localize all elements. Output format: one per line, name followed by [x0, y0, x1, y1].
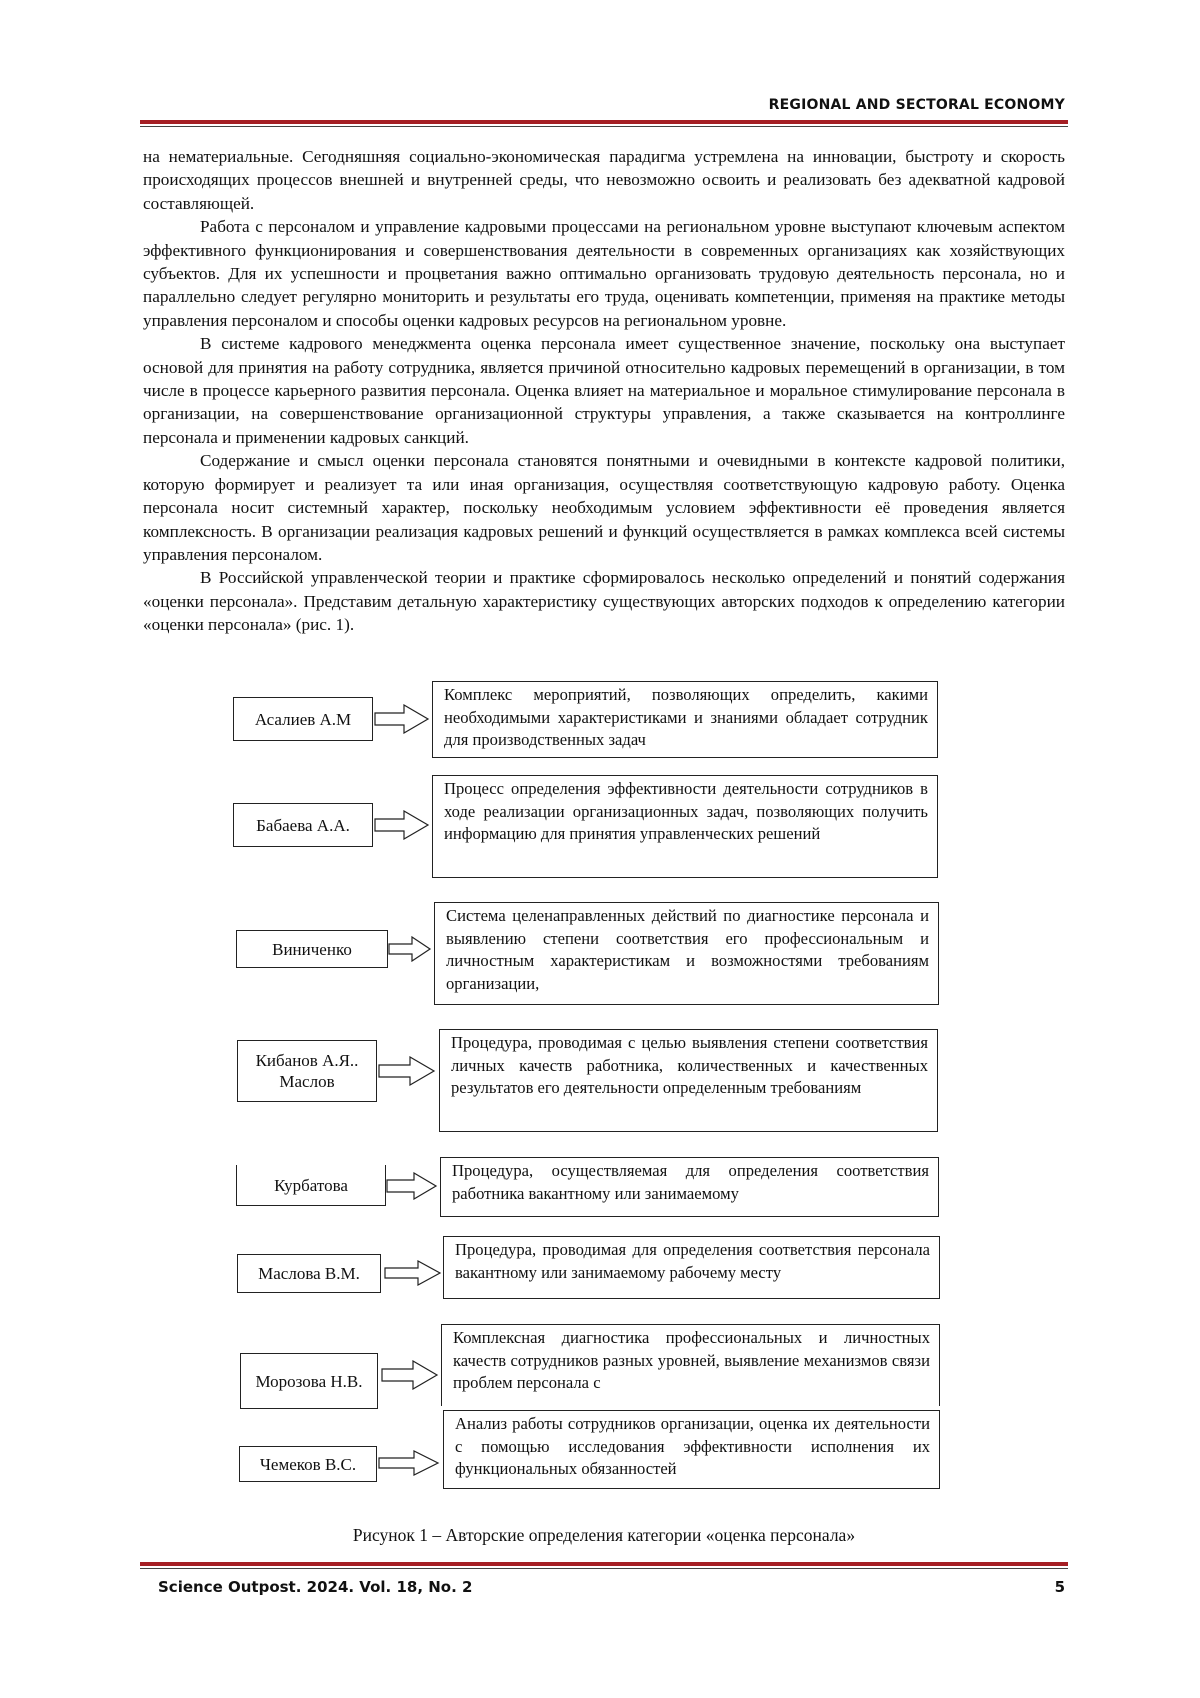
footer-journal: Science Outpost. 2024. Vol. 18, No. 2	[158, 1578, 473, 1596]
definition-box: Анализ работы сотрудников организации, оценка их деятельности с помощью исследования эффективности исполнения их функциональных обязанностей	[443, 1410, 940, 1489]
author-box: Морозова Н.В.	[240, 1353, 378, 1409]
paragraph: Содержание и смысл оценки персонала становятся понятными и очевидными в контексте кадровой политики, которую формирует и реализует та или иная организация, осуществляя соответствующую кадровую работу. Оценка персонала носит системный характер, поскольку необходимым условием эффективности её проведения является комплексность. В организации реализация кадровых решений и функций осуществляется в рамках комплекса всей системы управления персоналом.	[143, 451, 1065, 564]
page-number: 5	[1054, 1578, 1065, 1596]
arrow-right-icon	[374, 704, 430, 734]
paragraph: Работа с персоналом и управление кадровыми процессами на региональном уровне выступают ключевым аспектом эффективного функционирования и совершенствования деятельности в современных организациях как хозяйствующих субъектов. Для их успешности и процветания важно оптимально организовать трудовую деятельность персонала, но и параллельно следует регулярно мониторить и результаты его труда, оценивать компетенции, применяя на практике методы управления персоналом и способы оценки кадровых ресурсов на региональном уровне.	[143, 217, 1065, 330]
figure-caption: Рисунок 1 – Авторские определения категории «оценка персонала»	[352, 1525, 856, 1545]
author-box: Асалиев А.М	[233, 697, 373, 741]
paragraph: В Российской управленческой теории и практике сформировалось несколько определений и понятий содержания «оценки персонала». Представим детальную характеристику существующих авторских подходов к определению категории «оценки персонала» (рис. 1).	[143, 568, 1065, 635]
arrow-right-icon	[388, 936, 432, 962]
definition-box: Процедура, проводимая для определения соответствия персонала вакантному или занимаемому рабочему месту	[443, 1236, 940, 1299]
author-box: Чемеков В.С.	[239, 1446, 377, 1482]
arrow-right-icon	[378, 1056, 436, 1086]
author-box: Виниченко	[236, 930, 388, 968]
author-box: Кибанов А.Я.. Маслов	[237, 1040, 377, 1102]
running-head: REGIONAL AND SECTORAL ECONOMY	[768, 97, 1065, 113]
paragraph: В системе кадрового менеджмента оценка персонала имеет существенное значение, поскольку она выступает основой для принятия на работу сотрудника, является причиной относительно кадровых перемещений в организации, в том числе в процессе карьерного развития персонала. Оценка влияет на материальное и моральное стимулирование персонала в организации, на совершенствование организационной структуры управления, а также сказывается на контроллинге персонала и применении кадровых санкций.	[143, 334, 1065, 447]
author-box: Маслова В.М.	[237, 1254, 381, 1293]
footer-rule-thin	[140, 1568, 1068, 1569]
arrow-right-icon	[381, 1360, 439, 1390]
definition-box: Процедура, проводимая с целью выявления степени соответствия личных качеств работника, количественных и качественных результатов его деятельности определенным требованиям	[439, 1029, 938, 1132]
author-box: Бабаева А.А.	[233, 803, 373, 847]
footer-rule	[140, 1562, 1068, 1566]
arrow-right-icon	[384, 1260, 442, 1286]
paragraph: на нематериальные. Сегодняшняя социально-экономическая парадигма устремлена на инновации, быстроту и скорость происходящих процессов внешней и внутренней среды, что невозможно освоить и реализовать без адекватной кадровой составляющей.	[143, 147, 1065, 213]
definition-box: Комплекс мероприятий, позволяющих определить, какими необходимыми характеристиками и знаниями обладает сотрудник для производственных задач	[432, 681, 938, 758]
definition-box: Комплексная диагностика профессиональных и личностных качеств сотрудников разных уровней, выявление механизмов связи проблем персонала с	[441, 1324, 940, 1406]
author-box: Курбатова	[236, 1165, 386, 1206]
arrow-right-icon	[374, 810, 430, 840]
arrow-right-icon	[386, 1172, 438, 1200]
definition-box: Процедура, осуществляемая для определения соответствия работника вакантному или занимаемому	[440, 1157, 939, 1217]
arrow-right-icon	[378, 1450, 440, 1476]
definition-box: Система целенаправленных действий по диагностике персонала и выявлению степени соответствия его профессиональным и личностным характеристикам и возможностями требованиям организации,	[434, 902, 939, 1005]
definition-box: Процесс определения эффективности деятельности сотрудников в ходе реализации организационных задач, позволяющих получить информацию для принятия управленческих решений	[432, 775, 938, 878]
